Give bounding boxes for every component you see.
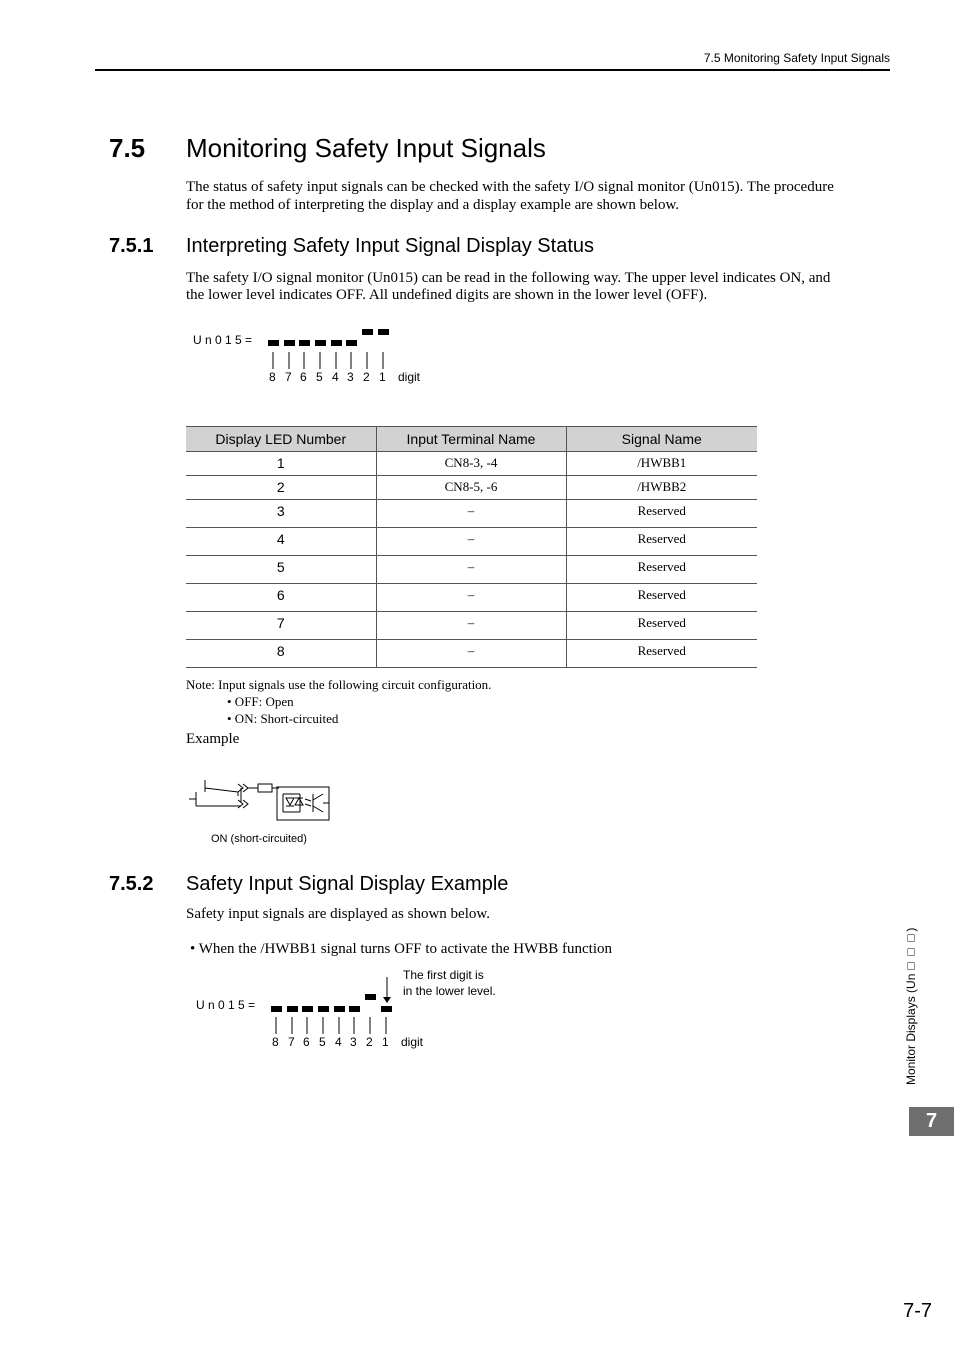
digit-label: 6 [303, 1035, 310, 1049]
led-segment-digit-8 [271, 1006, 282, 1012]
chapter-tab: 7 [909, 1107, 954, 1136]
led-segment-digit-4 [334, 1006, 345, 1012]
table-row [186, 584, 757, 612]
digit-label: 7 [285, 370, 292, 384]
digit-label: 5 [316, 370, 323, 384]
section-number: 7.5 [109, 133, 146, 163]
led-segment-digit-3 [346, 340, 357, 346]
led-segment-digit-3 [349, 1006, 360, 1012]
callout-line1: The first digit is [403, 968, 484, 982]
display-label-2: U n 0 1 5 = [196, 998, 256, 1012]
note-line: Note: Input signals use the following circuit configuration. [186, 677, 492, 692]
section-intro-line2: for the method of interpreting the display and a display example are shown below. [186, 197, 680, 213]
table-cell: CN8-5, -6 [444, 479, 498, 494]
led-segment-digit-5 [318, 1006, 329, 1012]
led-segment-digit-4 [331, 340, 342, 346]
table-cell: – [467, 587, 475, 602]
table-cell: 7 [276, 615, 285, 631]
table-header-cell: Input Terminal Name [376, 427, 566, 452]
section-title: Monitoring Safety Input Signals [186, 133, 546, 163]
table-cell: – [467, 643, 475, 658]
table-header-row [186, 427, 757, 452]
section-intro-line1: The status of safety input signals can be checked with the safety I/O signal monitor (Un015). The procedure [186, 179, 834, 195]
digit-label: 2 [366, 1035, 373, 1049]
led-segment-digit-1 [381, 1006, 392, 1012]
led-segment-digit-1 [378, 329, 389, 335]
table-header-cell: Display LED Number [186, 427, 376, 452]
page-number: 7-7 [903, 1300, 932, 1322]
digit-label: 6 [300, 370, 307, 384]
table-cell: – [467, 615, 475, 630]
table-row [186, 640, 757, 668]
led-segment-digit-6 [299, 340, 310, 346]
subsection-1-line2: the lower level indicates OFF. All undefined digits are shown in the lower level (OFF). [186, 287, 708, 303]
table-cell: 8 [276, 643, 285, 659]
subsection-2-title: Safety Input Signal Display Example [186, 873, 509, 895]
table-cell: /HWBB1 [637, 455, 687, 470]
note-bullet-off: • OFF: Open [227, 694, 294, 709]
table-cell: 4 [276, 531, 285, 547]
callout-arrow [383, 977, 391, 1003]
led-segment-digit-2 [362, 329, 373, 335]
table-cell: Reserved [637, 503, 686, 518]
digit-word: digit [401, 1035, 424, 1049]
signal-table [186, 426, 757, 668]
table-cell: Reserved [637, 559, 686, 574]
circuit-caption: ON (short-circuited) [211, 833, 307, 845]
subsection-2-line1: Safety input signals are displayed as shown below. [186, 906, 490, 922]
callout-line2: in the lower level. [403, 984, 496, 998]
led-segment-digit-7 [284, 340, 295, 346]
subsection-1-title: Interpreting Safety Input Signal Display Status [186, 235, 595, 257]
table-cell: 6 [276, 587, 285, 603]
digit-word: digit [398, 370, 421, 384]
led-segment-digit-7 [287, 1006, 298, 1012]
digit-label: 4 [335, 1035, 342, 1049]
table-cell: – [467, 559, 475, 574]
table-cell: 1 [276, 455, 285, 471]
circuit-diagram [183, 770, 333, 830]
table-row [186, 528, 757, 556]
table-cell: /HWBB2 [637, 479, 687, 494]
table-row [186, 612, 757, 640]
table-row [186, 476, 757, 500]
note-bullet-on: • ON: Short-circuited [227, 711, 339, 726]
table-row [186, 556, 757, 584]
digit-label: 4 [332, 370, 339, 384]
digit-label: 1 [379, 370, 386, 384]
table-cell: 5 [276, 559, 285, 575]
digit-label: 5 [319, 1035, 326, 1049]
table-row [186, 500, 757, 528]
table-cell: CN8-3, -4 [444, 455, 498, 470]
table-cell: Reserved [637, 587, 686, 602]
table-cell: Reserved [637, 531, 686, 546]
led-segment-digit-2 [365, 994, 376, 1000]
table-cell: 2 [276, 479, 285, 495]
table-cell: – [467, 503, 475, 518]
led-segment-digit-8 [268, 340, 279, 346]
table-cell: Reserved [637, 615, 686, 630]
display-label-1: U n 0 1 5 = [193, 333, 253, 347]
table-header-cell: Signal Name [566, 427, 757, 452]
digit-label: 1 [382, 1035, 389, 1049]
subsection-2-number: 7.5.2 [109, 873, 154, 895]
led-segment-digit-6 [302, 1006, 313, 1012]
digit-label: 8 [272, 1035, 279, 1049]
subsection-1-number: 7.5.1 [109, 235, 154, 257]
table-cell: 3 [276, 503, 285, 519]
digit-label: 2 [363, 370, 370, 384]
digit-label: 8 [269, 370, 276, 384]
subsection-1-line1: The safety I/O signal monitor (Un015) can be read in the following way. The upper level indicates ON, and [186, 270, 831, 286]
table-row [186, 452, 757, 476]
digit-tick-lines [273, 352, 383, 369]
header-rule [95, 69, 890, 71]
table-cell: – [467, 531, 475, 546]
running-head: 7.5 Monitoring Safety Input Signals [703, 51, 890, 65]
subsection-2-bullet: • When the /HWBB1 signal turns OFF to activate the HWBB function [190, 941, 612, 957]
digit-label: 3 [347, 370, 354, 384]
example-label: Example [186, 731, 240, 747]
digit-label: 7 [288, 1035, 295, 1049]
digit-label: 3 [350, 1035, 357, 1049]
side-tab-text: Monitor Displays (Un□□□) [904, 927, 918, 1085]
digit-tick-lines [276, 1017, 386, 1034]
table-cell: Reserved [637, 643, 686, 658]
led-segment-digit-5 [315, 340, 326, 346]
